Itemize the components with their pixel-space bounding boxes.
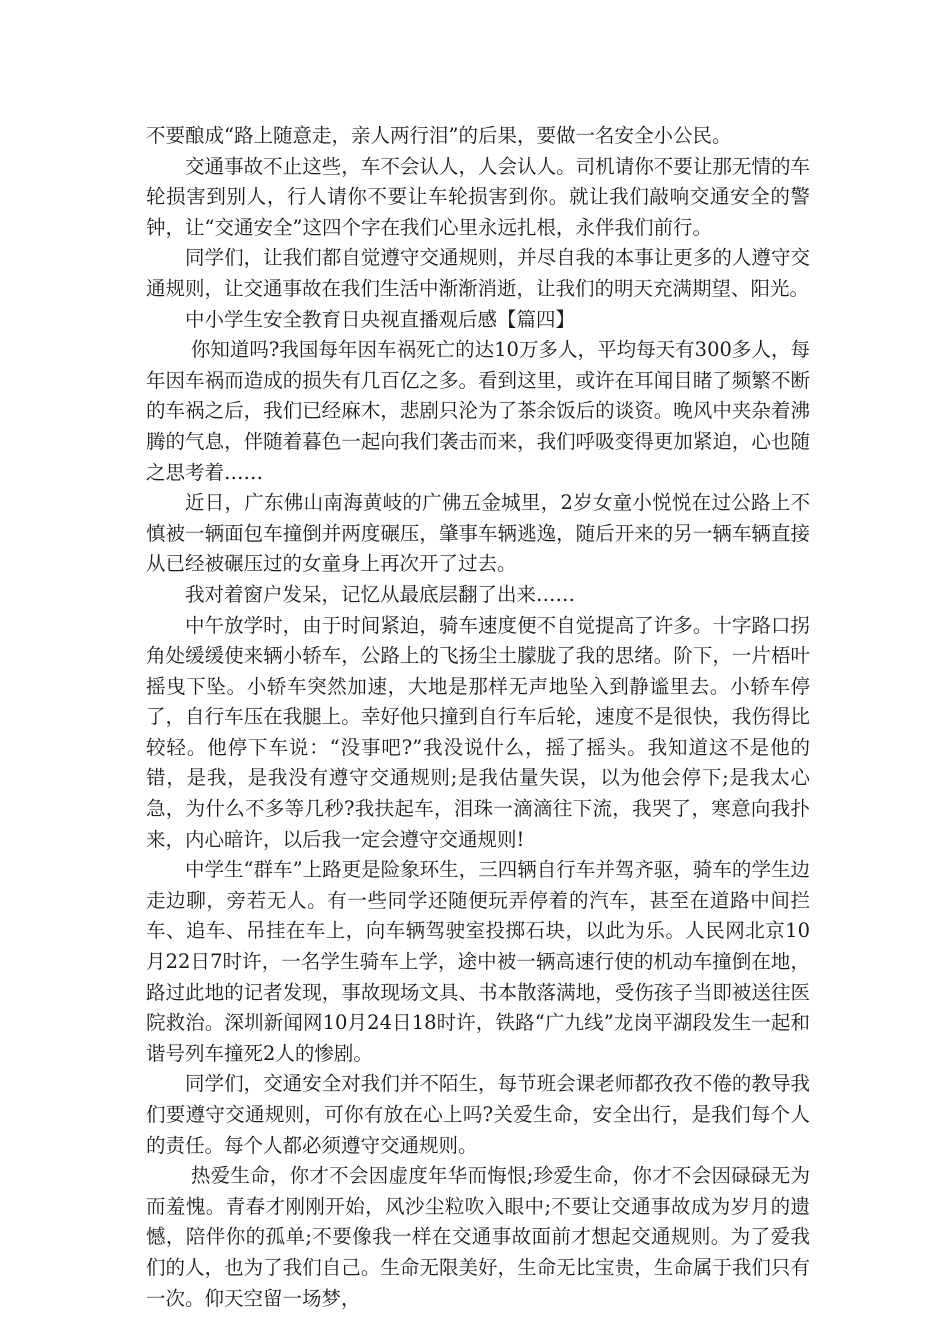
paragraph: 热爱生命，你才不会因虚度年华而悔恨;珍爱生命，你才不会因碌碌无为而羞愧。青春才刚刚开始，风沙尘粒吹入眼中;不要让交通事故成为岁月的遗憾，陪伴你的孤单;不要像我一样在交通事故面前才想起交通规则。为了爱我们的人，也为了我们自己。生命无限美好，生命无比宝贵，生命属于我们只有一次。仰天空留一场梦，	[146, 1164, 810, 1310]
paragraph: 我对着窗户发呆，记忆从最底层翻了出来……	[185, 582, 576, 606]
paragraph: 同学们，交通安全对我们并不陌生，每节班会课老师都孜孜不倦的教导我们要遵守交通规则，可你有放在心上吗?关爱生命，安全出行，是我们每个人的责任。每个人都必须遵守交通规则。	[146, 1072, 810, 1157]
paragraph: 你知道吗?我国每年因车祸死亡的达10万多人，平均每天有300多人，每年因车祸而造成的损失有几百亿之多。看到这里，或许在耳闻目睹了频繁不断的车祸之后，我们已经麻木，悲剧只沦为了茶余饭后的谈资。晚风中夹杂着沸腾的气息，伴随着暮色一起向我们袭击而来，我们呼吸变得更加紧迫，心也随之思考着……	[146, 338, 810, 484]
paragraph: 同学们，让我们都自觉遵守交通规则，并尽自我的本事让更多的人遵守交通规则，让交通事故在我们生活中渐渐消逝，让我们的明天充满期望、阳光。	[146, 246, 810, 300]
paragraph: 中午放学时，由于时间紧迫，骑车速度便不自觉提高了许多。十字路口拐角处缓缓使来辆小轿车，公路上的飞扬尘土朦胧了我的思绪。阶下，一片梧叶摇曳下坠。小轿车突然加速，大地是那样无声地坠入到静谧里去。小轿车停了，自行车压在我腿上。幸好他只撞到自行车后轮，速度不是很快，我伤得比较轻。他停下车说：“没事吧?”我没说什么，摇了摇头。我知道这不是他的错，是我，是我没有遵守交通规则;是我估量失误，以为他会停下;是我太心急，为什么不多等几秒?我扶起车，泪珠一滴滴往下流，我哭了，寒意向我扑来，内心暗许，以后我一定会遵守交通规则!	[146, 613, 810, 851]
section-heading: 中小学生安全教育日央视直播观后感【篇四】	[185, 307, 576, 331]
paragraph-continued: 不要酿成“路上随意走，亲人两行泪”的后果，要做一名安全小公民。	[146, 124, 732, 147]
paragraph: 中学生“群车”上路更是险象环生，三四辆自行车并驾齐驱，骑车的学生边走边聊，旁若无人。有一些同学还随便玩弄停着的汽车，甚至在道路中间拦车、追车、吊挂在车上，向车辆驾驶室投掷石块，以此为乐。人民网北京10月22日7时许，一名学生骑车上学，途中被一辆高速行使的机动车撞倒在地，路过此地的记者发现，事故现场文具、书本散落满地，受伤孩子当即被送往医院救治。深圳新闻网10月24日18时许，铁路“广九线”龙岗平湖段发生一起和谐号列车撞死2人的惨剧。	[146, 858, 810, 1065]
paragraph: 交通事故不止这些，车不会认人，人会认人。司机请你不要让那无情的车轮损害到别人，行人请你不要让车轮损害到你。就让我们敲响交通安全的警钟，让“交通安全”这四个字在我们心里永远扎根，永伴我们前行。	[146, 154, 810, 239]
document-page	[146, 121, 810, 1314]
paragraph: 近日，广东佛山南海黄岐的广佛五金城里，2岁女童小悦悦在过公路上不慎被一辆面包车撞倒并两度碾压，肇事车辆逃逸，随后开来的另一辆车辆直接从已经被碾压过的女童身上再次开了过去。	[146, 491, 810, 576]
